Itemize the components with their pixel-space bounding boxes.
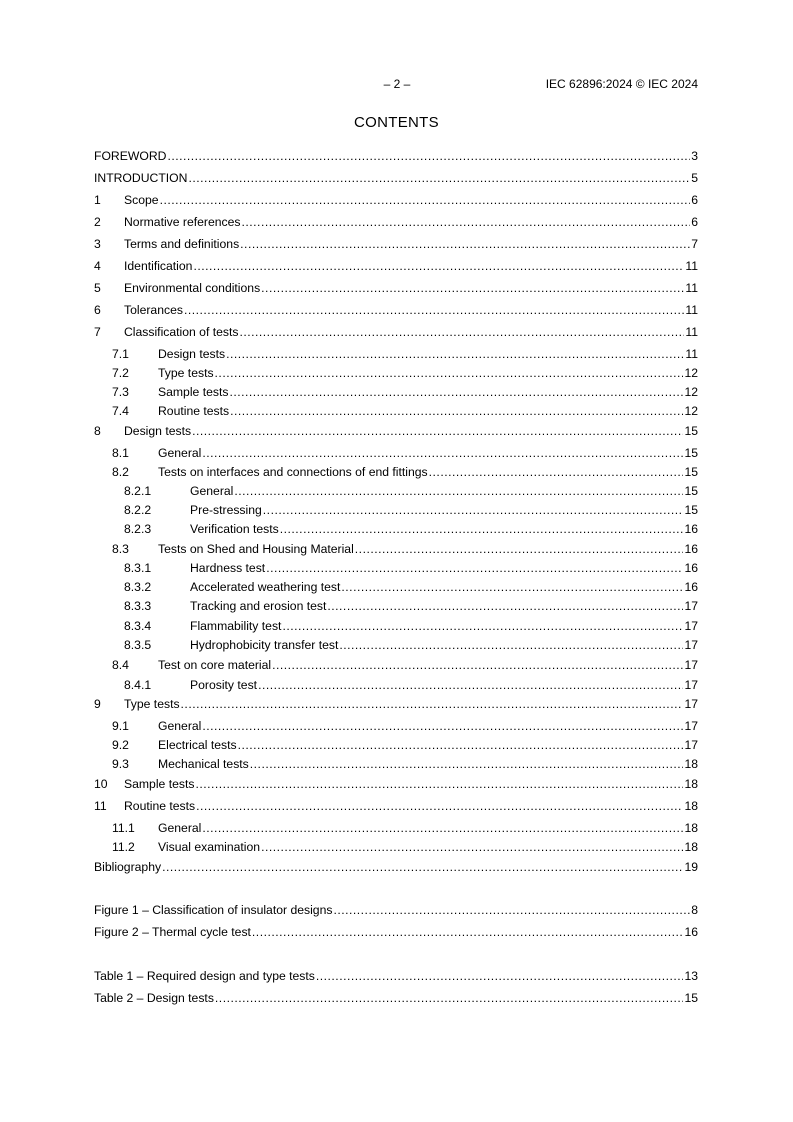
toc-entry-title: Visual examination bbox=[158, 840, 261, 854]
toc-entry-number: 8 bbox=[94, 424, 101, 438]
toc-entry-title: Figure 2 – Thermal cycle test bbox=[94, 925, 251, 939]
toc-entry-page: 17 bbox=[684, 738, 698, 752]
toc-entry-title: Table 2 – Design tests bbox=[94, 991, 214, 1005]
dot-leader bbox=[239, 325, 684, 340]
toc-entry-number: 4 bbox=[94, 259, 101, 273]
toc-entry-number: 8.2.2 bbox=[124, 503, 152, 517]
toc-entry-page: 8 bbox=[691, 903, 698, 917]
toc-entry[interactable] bbox=[94, 346, 698, 362]
dot-leader bbox=[195, 777, 683, 792]
toc-entry-title: Flammability test bbox=[190, 619, 282, 633]
toc-entry-title: General bbox=[158, 719, 202, 733]
toc-entry-title: Environmental conditions bbox=[124, 281, 261, 295]
toc-entry-number: 7.3 bbox=[112, 385, 129, 399]
toc-entry[interactable] bbox=[94, 718, 698, 734]
toc-entry[interactable] bbox=[94, 541, 698, 557]
toc-entry[interactable] bbox=[94, 820, 698, 836]
toc-entry[interactable] bbox=[94, 598, 698, 614]
toc-entry[interactable] bbox=[94, 924, 698, 940]
page-title: CONTENTS bbox=[354, 114, 439, 131]
dot-leader bbox=[250, 757, 684, 772]
dot-leader bbox=[196, 799, 683, 814]
toc-entry-page: 17 bbox=[684, 678, 698, 692]
toc-entry-page: 17 bbox=[684, 719, 698, 733]
toc-entry-title: Tolerances bbox=[124, 303, 183, 317]
toc-entry-number: 8.3 bbox=[112, 542, 129, 556]
document-id: IEC 62896:2024 © IEC 2024 bbox=[545, 77, 698, 91]
toc-entry-title: General bbox=[190, 484, 234, 498]
toc-entry-title: Bibliography bbox=[94, 860, 162, 874]
toc-entry-page: 18 bbox=[684, 777, 698, 791]
toc-entry[interactable] bbox=[94, 403, 698, 419]
toc-entry-title: Classification of tests bbox=[124, 325, 239, 339]
toc-entry[interactable] bbox=[94, 618, 698, 634]
toc-entry[interactable] bbox=[94, 170, 698, 186]
toc-entry-page: 11 bbox=[685, 347, 698, 361]
toc-entry-page: 18 bbox=[684, 757, 698, 771]
toc-entry-title: Sample tests bbox=[124, 777, 195, 791]
toc-entry-page: 15 bbox=[684, 503, 698, 517]
toc-entry-page: 15 bbox=[684, 991, 698, 1005]
toc-entry[interactable] bbox=[94, 192, 698, 208]
toc-entry-number: 3 bbox=[94, 237, 101, 251]
dot-leader bbox=[215, 991, 684, 1006]
toc-entry-number: 10 bbox=[94, 777, 108, 791]
toc-entry-page: 11 bbox=[685, 303, 698, 317]
toc-entry-number: 7 bbox=[94, 325, 101, 339]
toc-entry[interactable] bbox=[94, 990, 698, 1006]
toc-entry-page: 12 bbox=[684, 366, 698, 380]
toc-entry-number: 8.4.1 bbox=[124, 678, 152, 692]
toc-entry[interactable] bbox=[94, 579, 698, 595]
toc-entry-page: 3 bbox=[691, 149, 698, 163]
toc-entry-number: 8.1 bbox=[112, 446, 129, 460]
toc-entry-page: 15 bbox=[684, 484, 698, 498]
toc-entry[interactable] bbox=[94, 756, 698, 772]
toc-entry[interactable] bbox=[94, 839, 698, 855]
toc-entry-page: 12 bbox=[684, 385, 698, 399]
toc-entry[interactable] bbox=[94, 324, 698, 340]
dot-leader bbox=[202, 446, 683, 461]
toc-entry-number: 9 bbox=[94, 697, 101, 711]
toc-entry-page: 17 bbox=[684, 619, 698, 633]
toc-entry-title: Porosity test bbox=[190, 678, 258, 692]
toc-entry-number: 9.2 bbox=[112, 738, 129, 752]
toc-entry[interactable] bbox=[94, 280, 698, 296]
toc-entry-number: 5 bbox=[94, 281, 101, 295]
toc-entry[interactable] bbox=[94, 384, 698, 400]
toc-entry-title: Electrical tests bbox=[158, 738, 237, 752]
toc-entry-title: General bbox=[158, 446, 202, 460]
dot-leader bbox=[230, 404, 683, 419]
toc-entry[interactable] bbox=[94, 502, 698, 518]
toc-entry-title: Tracking and erosion test bbox=[190, 599, 327, 613]
toc-entry[interactable] bbox=[94, 464, 698, 480]
toc-entry-title: Type tests bbox=[124, 697, 180, 711]
toc-entry[interactable] bbox=[94, 798, 698, 814]
dot-leader bbox=[202, 821, 683, 836]
toc-entry-title: Verification tests bbox=[190, 522, 279, 536]
dot-leader bbox=[261, 281, 684, 296]
toc-entry[interactable] bbox=[94, 365, 698, 381]
toc-entry-title: Table 1 – Required design and type tests bbox=[94, 969, 315, 983]
toc-entry-number: 9.3 bbox=[112, 757, 129, 771]
toc-entry-number: 7.1 bbox=[112, 347, 129, 361]
toc-entry-page: 11 bbox=[685, 259, 698, 273]
page-header bbox=[0, 77, 793, 93]
dot-leader bbox=[226, 347, 684, 362]
dot-leader bbox=[184, 303, 684, 318]
dot-leader bbox=[202, 719, 683, 734]
dot-leader bbox=[240, 237, 690, 252]
dot-leader bbox=[261, 840, 683, 855]
toc-entry-title: Identification bbox=[124, 259, 193, 273]
toc-entry[interactable] bbox=[94, 521, 698, 537]
toc-entry-page: 17 bbox=[684, 697, 698, 711]
toc-entry-title: Hardness test bbox=[190, 561, 266, 575]
toc-entry-number: 8.3.3 bbox=[124, 599, 152, 613]
toc-entry-page: 17 bbox=[684, 599, 698, 613]
toc-entry-title: Mechanical tests bbox=[158, 757, 249, 771]
toc-entry-page: 6 bbox=[691, 215, 698, 229]
toc-entry[interactable] bbox=[94, 696, 698, 712]
toc-entry-title: Accelerated weathering test bbox=[190, 580, 341, 594]
dot-leader bbox=[272, 658, 683, 673]
dot-leader bbox=[355, 542, 684, 557]
toc-entry-page: 7 bbox=[691, 237, 698, 251]
toc-entry[interactable] bbox=[94, 677, 698, 693]
toc-entry-number: 9.1 bbox=[112, 719, 129, 733]
toc-entry[interactable] bbox=[94, 445, 698, 461]
toc-entry[interactable] bbox=[94, 214, 698, 230]
toc-entry-page: 18 bbox=[684, 799, 698, 813]
toc-entry-title: Tests on interfaces and connections of end fittings bbox=[158, 465, 428, 479]
dot-leader bbox=[252, 925, 684, 940]
toc-entry-title: General bbox=[158, 821, 202, 835]
dot-leader bbox=[234, 484, 683, 499]
toc-entry-page: 16 bbox=[684, 925, 698, 939]
toc-entry-title: Terms and definitions bbox=[124, 237, 240, 251]
dot-leader bbox=[229, 385, 683, 400]
toc-entry-page: 6 bbox=[691, 193, 698, 207]
toc-entry-page: 11 bbox=[685, 281, 698, 295]
dot-leader bbox=[429, 465, 684, 480]
toc-entry-number: 8.2.3 bbox=[124, 522, 152, 536]
toc-entry-number: 8.3.5 bbox=[124, 638, 152, 652]
toc-entry[interactable] bbox=[94, 258, 698, 274]
dot-leader bbox=[263, 503, 684, 518]
toc-entry-number: 7.2 bbox=[112, 366, 129, 380]
toc-entry-page: 16 bbox=[684, 542, 698, 556]
toc-entry-number: 7.4 bbox=[112, 404, 129, 418]
toc-entry[interactable] bbox=[94, 236, 698, 252]
toc-entry-title: Design tests bbox=[124, 424, 192, 438]
toc-entry-title: INTRODUCTION bbox=[94, 171, 188, 185]
toc-entry-page: 16 bbox=[684, 580, 698, 594]
toc-entry[interactable] bbox=[94, 657, 698, 673]
toc-entry-number: 6 bbox=[94, 303, 101, 317]
toc-entry-title: FOREWORD bbox=[94, 149, 167, 163]
dot-leader bbox=[333, 903, 690, 918]
toc-entry-number: 11 bbox=[94, 799, 107, 813]
dot-leader bbox=[282, 619, 683, 634]
toc-entry-title: Design tests bbox=[158, 347, 226, 361]
toc-entry-title: Normative references bbox=[124, 215, 241, 229]
toc-entry-page: 12 bbox=[684, 404, 698, 418]
toc-entry[interactable] bbox=[94, 148, 698, 164]
toc-entry-number: 8.3.1 bbox=[124, 561, 152, 575]
toc-entry[interactable] bbox=[94, 423, 698, 439]
toc-entry-title: Test on core material bbox=[158, 658, 272, 672]
toc-entry-page: 15 bbox=[684, 446, 698, 460]
toc-entry-title: Routine tests bbox=[124, 799, 196, 813]
toc-entry-number: 11.2 bbox=[112, 840, 135, 854]
toc-entry-number: 8.4 bbox=[112, 658, 129, 672]
dot-leader bbox=[215, 366, 684, 381]
toc-entry-number: 2 bbox=[94, 215, 101, 229]
toc-entry-title: Pre-stressing bbox=[190, 503, 262, 517]
toc-entry-title: Routine tests bbox=[158, 404, 230, 418]
toc-entry[interactable] bbox=[94, 560, 698, 576]
toc-entry[interactable] bbox=[94, 902, 698, 918]
toc-entry-page: 15 bbox=[684, 424, 698, 438]
toc-entry-page: 11 bbox=[685, 325, 698, 339]
toc-entry-page: 17 bbox=[684, 638, 698, 652]
toc-entry-page: 17 bbox=[684, 658, 698, 672]
toc-entry-page: 13 bbox=[684, 969, 698, 983]
dot-leader bbox=[341, 580, 683, 595]
dot-leader bbox=[242, 215, 691, 230]
dot-leader bbox=[280, 522, 684, 537]
toc-entry-number: 8.2 bbox=[112, 465, 129, 479]
toc-entry-number: 1 bbox=[94, 193, 101, 207]
toc-entry[interactable] bbox=[94, 483, 698, 499]
dot-leader bbox=[339, 638, 683, 653]
toc-entry-page: 15 bbox=[684, 465, 698, 479]
toc-entry[interactable] bbox=[94, 859, 698, 875]
toc-entry-title: Type tests bbox=[158, 366, 214, 380]
dot-leader bbox=[193, 259, 684, 274]
dot-leader bbox=[192, 424, 683, 439]
toc-entry-title: Figure 1 – Classification of insulator designs bbox=[94, 903, 333, 917]
toc-entry-page: 16 bbox=[684, 522, 698, 536]
dot-leader bbox=[188, 171, 690, 186]
toc-entry-number: 11.1 bbox=[112, 821, 135, 835]
dot-leader bbox=[181, 697, 684, 712]
toc-entry-number: 8.3.2 bbox=[124, 580, 152, 594]
toc-entry-page: 19 bbox=[684, 860, 698, 874]
dot-leader bbox=[258, 678, 683, 693]
dot-leader bbox=[162, 860, 683, 875]
toc-entry-title: Hydrophobicity transfer test bbox=[190, 638, 339, 652]
dot-leader bbox=[327, 599, 683, 614]
toc-entry[interactable] bbox=[94, 776, 698, 792]
toc-entry[interactable] bbox=[94, 637, 698, 653]
toc-entry[interactable] bbox=[94, 737, 698, 753]
toc-entry-number: 8.3.4 bbox=[124, 619, 152, 633]
toc-entry-title: Tests on Shed and Housing Material bbox=[158, 542, 354, 556]
dot-leader bbox=[160, 193, 691, 208]
toc-entry[interactable] bbox=[94, 302, 698, 318]
toc-entry[interactable] bbox=[94, 968, 698, 984]
toc-entry-number: 8.2.1 bbox=[124, 484, 152, 498]
toc-entry-title: Scope bbox=[124, 193, 159, 207]
toc-entry-page: 18 bbox=[684, 840, 698, 854]
toc-entry-page: 5 bbox=[691, 171, 698, 185]
toc-entry-title: Sample tests bbox=[158, 385, 229, 399]
dot-leader bbox=[316, 969, 684, 984]
dot-leader bbox=[266, 561, 683, 576]
toc-entry-page: 18 bbox=[684, 821, 698, 835]
toc-entry-page: 16 bbox=[684, 561, 698, 575]
dot-leader bbox=[238, 738, 684, 753]
dot-leader bbox=[167, 149, 690, 164]
page-number: – 2 – bbox=[383, 77, 411, 91]
